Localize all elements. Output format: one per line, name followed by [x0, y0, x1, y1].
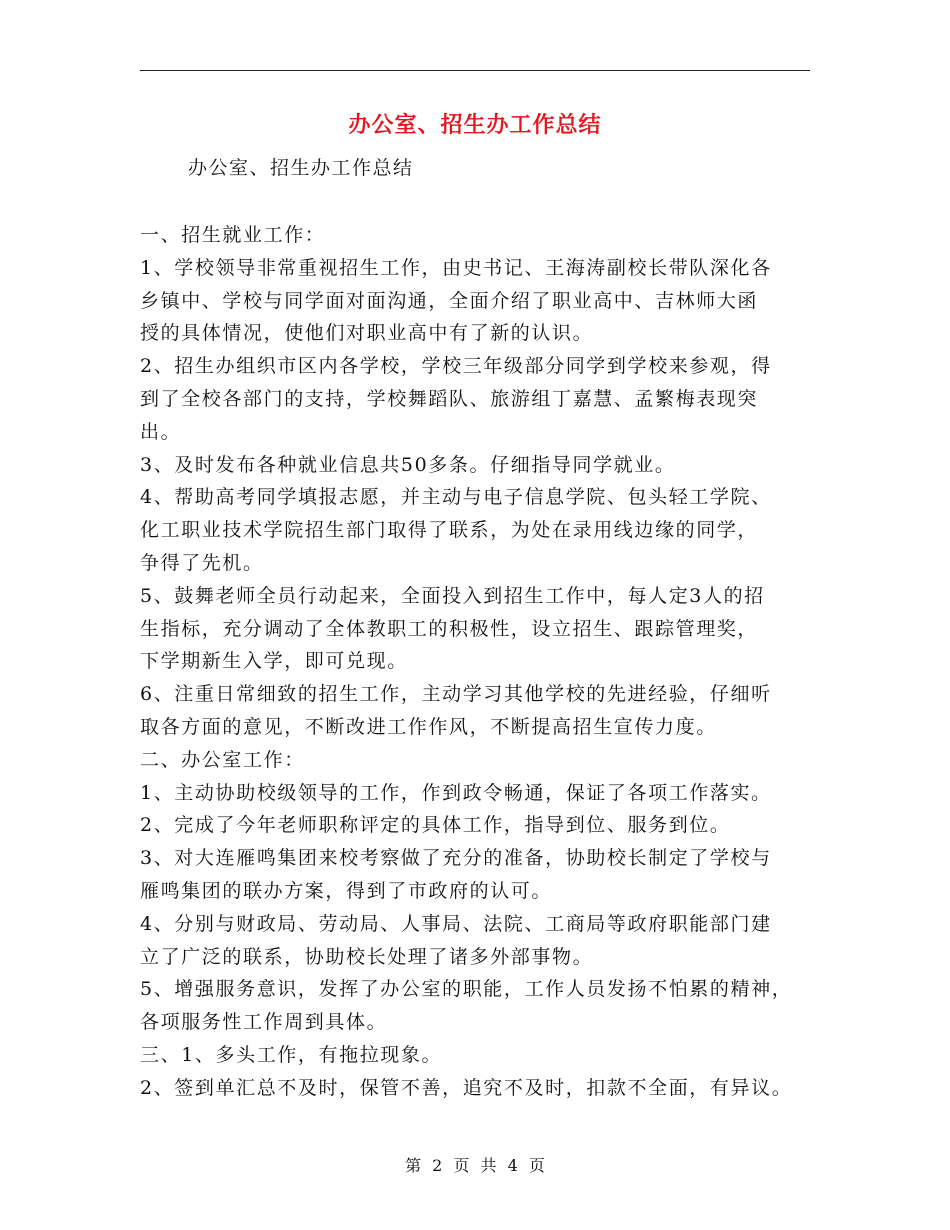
body-line: 5、鼓舞老师全员行动起来，全面投入到招生工作中，每人定3人的招	[140, 584, 765, 607]
document-subtitle: 办公室、招生办工作总结	[188, 157, 414, 179]
body-line: 4、分别与财政局、劳动局、人事局、法院、工商局等政府职能部门建	[140, 912, 772, 935]
body-line: 取各方面的意见，不断改进工作作风，不断提高招生宣传力度。	[140, 715, 717, 738]
body-line: 授的具体情况，使他们对职业高中有了新的认识。	[140, 322, 594, 345]
body-line: 争得了先机。	[140, 551, 264, 574]
body-line: 下学期新生入学，即可兑现。	[140, 650, 408, 673]
body-line: 1、学校领导非常重视招生工作，由史书记、王海涛副校长带队深化各	[140, 256, 772, 279]
page-number-footer: 第 2 页 共 4 页	[405, 1156, 545, 1175]
body-line: 立了广泛的联系，协助校长处理了诸多外部事物。	[140, 945, 594, 968]
body-line: 1、主动协助校级领导的工作，作到政令畅通，保证了各项工作落实。	[140, 781, 772, 804]
body-line: 生指标，充分调动了全体教职工的积极性，设立招生、跟踪管理奖，	[140, 617, 759, 640]
body-line: 化工职业技术学院招生部门取得了联系，为处在录用线边缘的同学，	[140, 519, 759, 542]
header-rule	[140, 70, 810, 71]
body-line: 2、签到单汇总不及时，保管不善，追究不及时，扣款不全面，有异议。	[140, 1076, 793, 1099]
body-line: 6、注重日常细致的招生工作，主动学习其他学校的先进经验，仔细听	[140, 683, 772, 706]
body-line: 二、办公室工作：	[140, 748, 305, 771]
body-line: 2、完成了今年老师职称评定的具体工作，指导到位、服务到位。	[140, 814, 731, 837]
body-line: 出。	[140, 420, 182, 443]
body-line: 4、帮助高考同学填报志愿，并主动与电子信息学院、包头轻工学院、	[140, 486, 772, 509]
body-line: 一、招生就业工作：	[140, 224, 326, 246]
body-line: 2、招生办组织市区内各学校，学校三年级部分同学到学校来参观，得	[140, 355, 772, 378]
document-body	[140, 219, 820, 1105]
body-line: 3、对大连雁鸣集团来校考察做了充分的准备，协助校长制定了学校与	[140, 847, 772, 870]
body-line: 到了全校各部门的支持，学校舞蹈队、旅游组丁嘉慧、孟繁梅表现突	[140, 387, 759, 410]
document-title: 办公室、招生办工作总结	[348, 112, 602, 138]
body-line: 3、及时发布各种就业信息共50多条。仔细指导同学就业。	[140, 453, 676, 476]
body-line: 各项服务性工作周到具体。	[140, 1011, 388, 1034]
body-line: 5、增强服务意识，发挥了办公室的职能，工作人员发扬不怕累的精神，	[140, 978, 793, 1001]
body-line: 雁鸣集团的联办方案，得到了市政府的认可。	[140, 879, 553, 902]
body-line: 乡镇中、学校与同学面对面沟通，全面介绍了职业高中、吉林师大函	[140, 289, 759, 312]
body-line: 三、1、多头工作，有拖拉现象。	[140, 1043, 443, 1066]
